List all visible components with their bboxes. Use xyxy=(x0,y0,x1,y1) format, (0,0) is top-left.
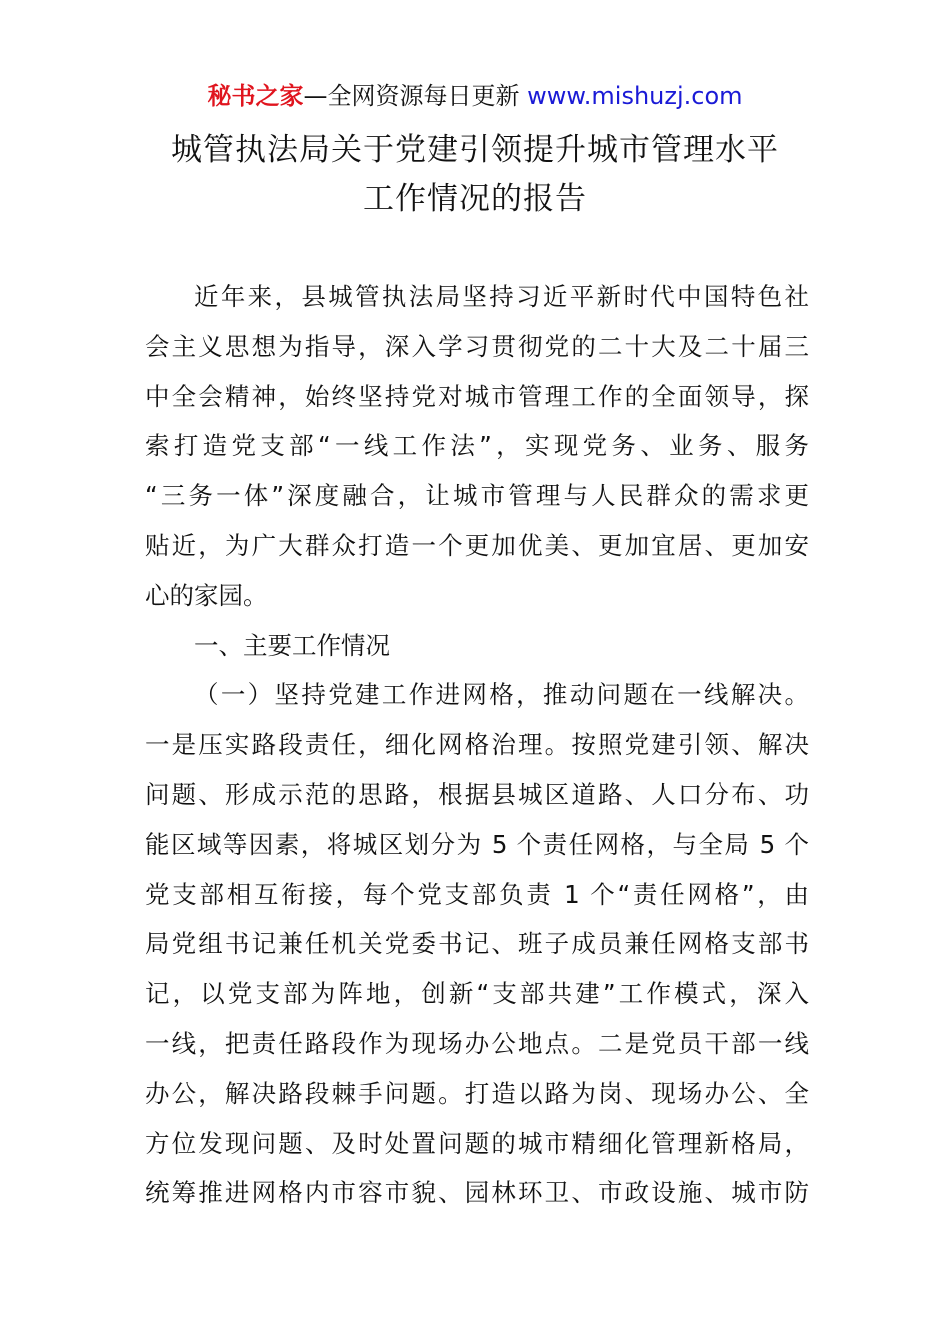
document-body xyxy=(145,272,809,1218)
body-line: 贴近，为广大群众打造一个更加优美、更加宜居、更加安 xyxy=(145,530,809,560)
body-line: “三务一体”深度融合，让城市管理与人民群众的需求更 xyxy=(145,481,809,511)
body-line: 办公，解决路段棘手问题。打造以路为岗、现场办公、全 xyxy=(145,1078,809,1108)
body-line: 能区域等因素，将城区划分为 5 个责任网格，与全局 5 个 xyxy=(145,829,809,859)
subsection-heading: （一）坚持党建工作进网格，推动问题在一线解决。 xyxy=(194,680,809,710)
body-line: 中全会精神，始终坚持党对城市管理工作的全面领导，探 xyxy=(145,381,809,411)
site-header xyxy=(0,80,950,112)
body-line: 会主义思想为指导，深入学习贯彻党的二十大及二十届三 xyxy=(145,331,809,361)
body-line: 问题、形成示范的思路，根据县城区道路、人口分布、功 xyxy=(145,779,809,809)
section-heading: 一、主要工作情况 xyxy=(194,630,390,660)
body-line: 一线，把责任路段作为现场办公地点。二是党员干部一线 xyxy=(145,1028,809,1058)
body-line-intro-end: 心的家园。 xyxy=(145,580,268,610)
body-line: 党支部相互衔接，每个党支部负责 1 个“责任网格”，由 xyxy=(145,879,809,909)
document-title-line-1: 城管执法局关于党建引领提升城市管理水平 xyxy=(171,132,779,168)
site-url-link[interactable]: www.mishuzj.com xyxy=(527,82,743,110)
body-line: 一是压实路段责任，细化网格治理。按照党建引领、解决 xyxy=(145,730,809,760)
body-line: 索打造党支部“一线工作法”，实现党务、业务、服务 xyxy=(145,431,809,461)
header-tagline: —全网资源每日更新 xyxy=(303,82,528,110)
body-line: 统筹推进网格内市容市貌、园林环卫、市政设施、城市防 xyxy=(145,1178,809,1208)
brand-name: 秘书之家 xyxy=(207,82,304,110)
body-line-intro-start: 近年来，县城管执法局坚持习近平新时代中国特色社 xyxy=(194,282,809,311)
body-line: 方位发现问题、及时处置问题的城市精细化管理新格局， xyxy=(145,1128,809,1158)
body-line: 局党组书记兼任机关党委书记、班子成员兼任网格支部书 xyxy=(145,929,809,959)
body-line: 记，以党支部为阵地，创新“支部共建”工作模式，深入 xyxy=(145,979,809,1009)
document-title-line-2: 工作情况的报告 xyxy=(363,181,587,217)
